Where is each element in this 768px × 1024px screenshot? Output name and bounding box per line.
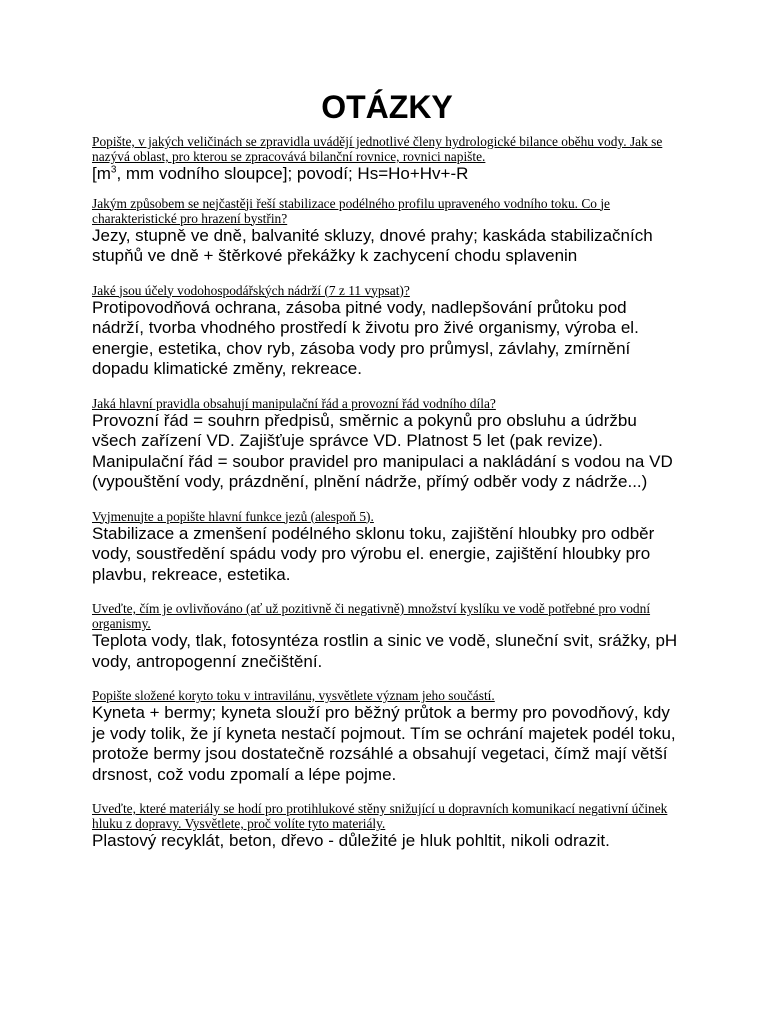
qa-item-3 [92,283,682,380]
answer-text: Manipulační řád = soubor pravidel pro manipulaci a nakládání s vodou na VD (vypouštění vody, prázdnění, plnění nádrže, přímý odběr vody z nádrže...) [92,451,673,491]
qa-item-8 [92,801,682,852]
answer-text: Plastový recyklát, beton, dřevo - důležité je hluk pohltit, nikoli odrazit. [92,831,610,850]
answer-text: Protipovodňová ochrana, zásoba pitné vody, nadlepšování průtoku pod nádrží, tvorba vhodného prostředí k životu pro živé organismy, výroba el. energie, estetika, chov ryb, zásoba vody pro průmysl, závlahy, zmírnění dopadu klimatické změny, rekreace. [92,297,639,378]
question-text: Jakým způsobem se nejčastěji řeší stabilizace podélného profilu upraveného vodního toku. Co je charakteristické pro hrazení bystřin? [92,195,611,226]
answer-text: Teplota vody, tlak, fotosyntéza rostlin a sinic ve vodě, sluneční svit, srážky, pH vody, antropogenní znečištění. [92,631,678,671]
qa-item-4 [92,396,682,493]
qa-item-7 [92,688,682,785]
answer-text: Provozní řád = souhrn předpisů, směrnic a pokynů pro obsluhu a údržbu všech zařízení VD. Zajišťuje správce VD. Platnost 5 let (pak revize). [92,410,637,450]
question-text: Uveďte, které materiály se hodí pro protihlukové stěny snižující u dopravních komunikací negativní účinek hluku z dopravy. Vysvětlete, proč volíte tyto materiály. [92,801,668,831]
answer-part: [m [92,164,111,183]
qa-item-1 [92,134,682,185]
question-text: Popište, v jakých veličinách se zpravidla uvádějí jednotlivé členy hydrologické bilance oběhu vody. Jak se nazývá oblast, pro kterou se zpracovává bilanční rovnice, rovnici napište. [92,134,663,164]
document-page [92,0,682,852]
question-text: Jaká hlavní pravidla obsahují manipulační řád a provozní řád vodního díla? [92,395,496,411]
page-title: OTÁZKY [321,89,453,125]
answer-part: , mm vodního sloupce]; povodí; Hs=Ho+Hv+-R [116,164,469,183]
answer-text [92,164,682,185]
question-text: Popište složené koryto toku v intravilánu, vysvětlete význam jeho součástí. [92,688,495,703]
question-text: Uveďte, čím je ovlivňováno (ať už pozitivně či negativně) množství kyslíku ve vodě potřebné pro vodní organismy. [92,601,651,631]
answer-superscript: 3 [110,164,117,176]
qa-item-6 [92,601,682,672]
qa-item-2 [92,196,682,267]
qa-item-5 [92,509,682,586]
question-text: Vyjmenujte a popište hlavní funkce jezů (alespoň 5). [92,508,374,524]
answer-text: Jezy, stupně ve dně, balvanité skluzy, dnové prahy; kaskáda stabilizačních stupňů ve dně + štěrkové překážky k zachycení chodu splavenin [92,225,653,265]
answer-text: Kyneta + bermy; kyneta slouží pro běžný průtok a bermy pro povodňový, kdy je vody tolik, že jí kyneta nestačí pojmout. Tím se ochrání majetek podél toku, protože bermy jsou dostatečně rozsáhlé a obsahují vegetaci, čímž mají větší drsnost, což vodu zpomalí a lépe pojme. [92,703,676,784]
answer-text: Stabilizace a zmenšení podélného sklonu toku, zajištění hloubky pro odběr vody, soustředění spádu vody pro výrobu el. energie, zajištění hloubky pro plavbu, rekreace, estetika. [92,523,655,584]
question-text: Jaké jsou účely vodohospodářských nádrží (7 z 11 vypsat)? [92,282,410,298]
